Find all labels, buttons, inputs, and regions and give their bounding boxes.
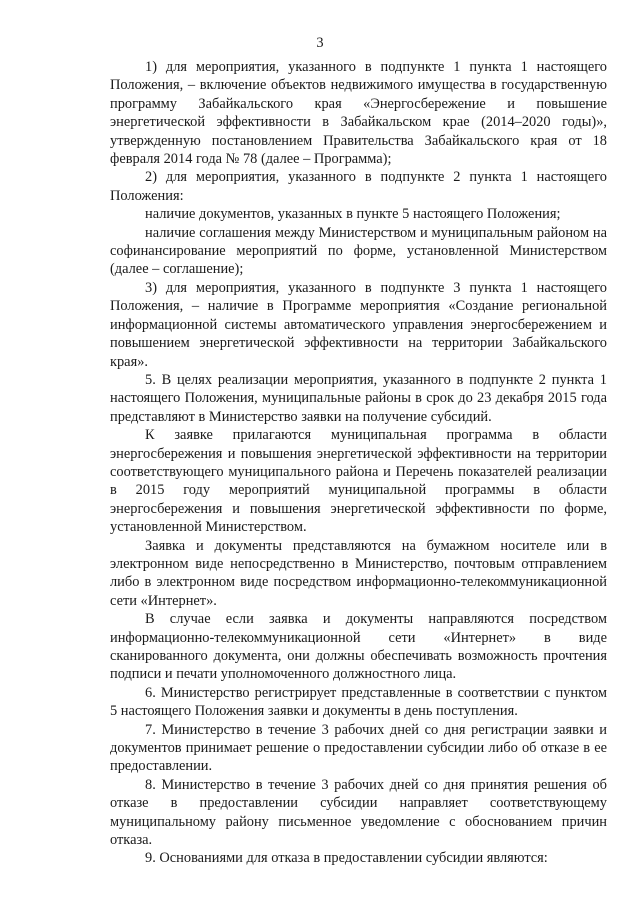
paragraph-1-1: 1) для мероприятия, указанного в подпункте 1 пункта 1 настоящего Положения, – включение объектов недвижимого имущества в государственную программу Забайкальского края «Энергосбережение и повышение энергетической эффективности в Забайкальском крае (2014–2020 годы)», утвержденную постановлением Правительства Забайкальского края от 18 февраля 2014 года № 78 (далее – Программа); bbox=[110, 59, 607, 168]
paragraph-5: 5. В целях реализации мероприятия, указанного в подпункте 2 пункта 1 настоящего Положения, муниципальные районы в срок до 23 декабря 2015 года представляют в Министерство заявки на получение субсидий. bbox=[110, 371, 607, 425]
paragraph-1-2-agreement: наличие соглашения между Министерством и муниципальным районом на софинансирование мероприятий по форме, установленной Министерством (далее – соглашение); bbox=[110, 224, 607, 278]
paragraph-1-3: 3) для мероприятия, указанного в подпункте 3 пункта 1 настоящего Положения, – наличие в Программе мероприятия «Создание региональной информационной системы автоматического управления энергосбережением и повышением энергетической эффективности на территории Забайкальского края». bbox=[110, 279, 607, 370]
paragraph-7: 7. Министерство в течение 3 рабочих дней со дня регистрации заявки и документов принимает решение о предоставлении субсидии либо об отказе в ее предоставлении. bbox=[110, 721, 607, 775]
page-number: 3 bbox=[316, 35, 324, 51]
document-body bbox=[110, 58, 607, 868]
paragraph-6: 6. Министерство регистрирует представленные в соответствии с пунктом 5 настоящего Положения заявки и документы в день поступления. bbox=[110, 684, 607, 720]
paragraph-5-submission: Заявка и документы представляются на бумажном носителе или в электронном виде непосредственно в Министерство, почтовым отправлением либо в электронном виде посредством информационно-телекоммуникационной сети «Интернет». bbox=[110, 537, 607, 609]
paragraph-5-attachments: К заявке прилагаются муниципальная программа в области энергосбережения и повышения энергетической эффективности на территории соответствующего муниципального района и Перечень показателей реализации в 2015 году мероприятий муниципальной программы в области энергосбережения и повышения энергетической эффективности по форме, установленной Министерством. bbox=[110, 427, 607, 536]
paragraph-1-2-documents: наличие документов, указанных в пункте 5 настоящего Положения; bbox=[145, 206, 561, 223]
paragraph-8: 8. Министерство в течение 3 рабочих дней со дня принятия решения об отказе в предоставлении субсидии направляет соответствующему муниципальному району письменное уведомление с обоснованием причин отказа. bbox=[110, 776, 607, 849]
paragraph-9: 9. Основаниями для отказа в предоставлении субсидии являются: bbox=[145, 850, 548, 867]
paragraph-1-2: 2) для мероприятия, указанного в подпункте 2 пункта 1 настоящего Положения: bbox=[110, 169, 607, 204]
paragraph-5-scanned: В случае если заявка и документы направляются посредством информационно-телекоммуникационной сети «Интернет» в виде сканированного документа, они должны обеспечивать возможность прочтения подписи и печати уполномоченного должностного лица. bbox=[110, 611, 607, 683]
